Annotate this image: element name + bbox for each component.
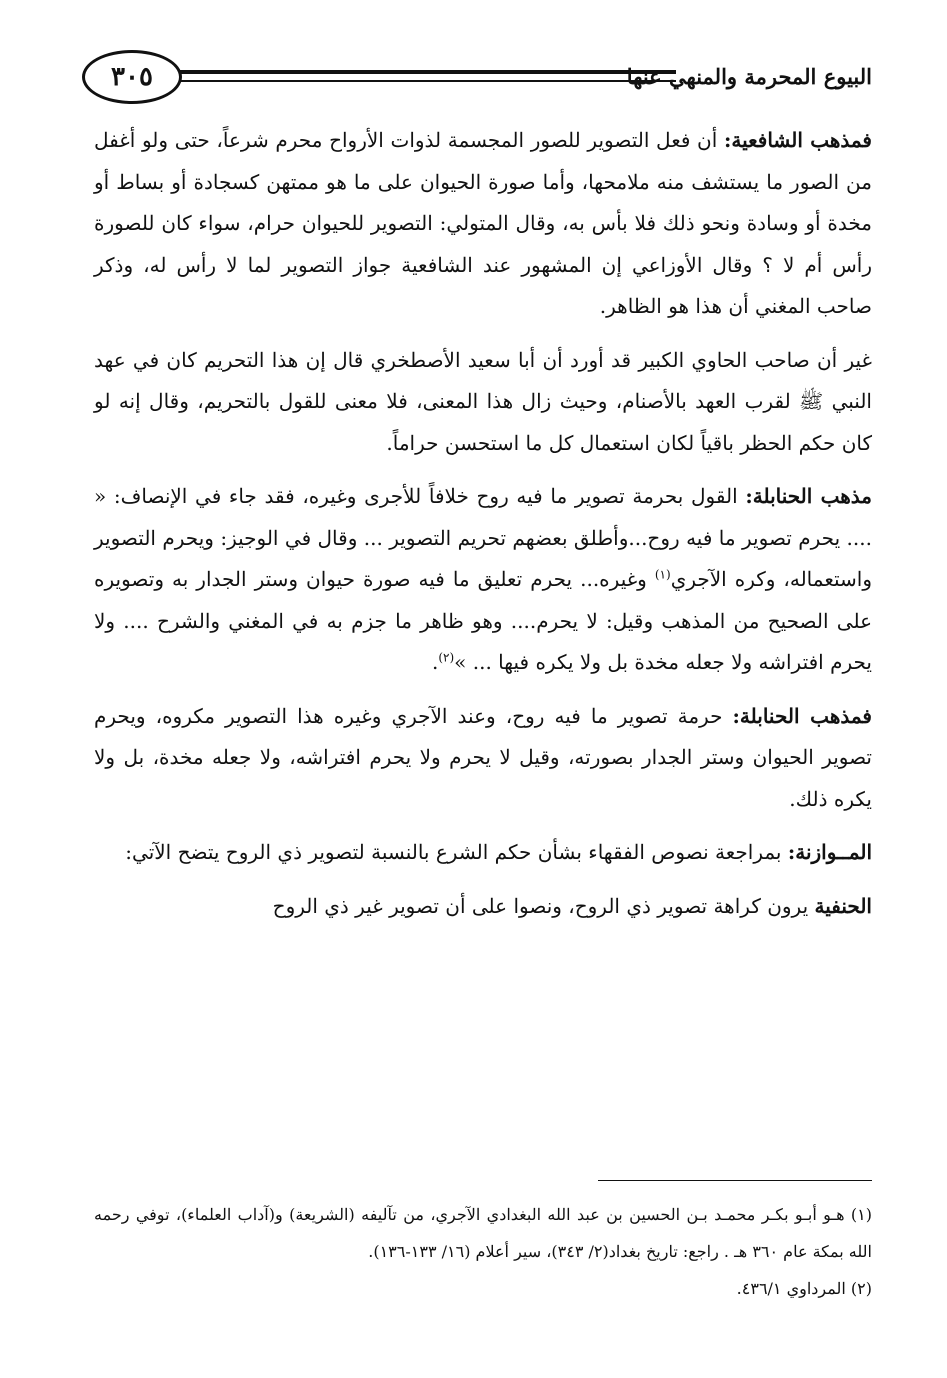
paragraph-text: أن فعل التصوير للصور المجسمة لذوات الأرواح محرم شرعاً، حتى ولو أغفل من الصور ما يستشف منه ملامحها، وأما صورة الحيوان على ما هو ممتهن كسجادة أو بساط أو مخدة أو وسادة ونحو ذلك فلا بأس به، وقال المتولي: التصوير للحيوان حرام، سواء كان للصورة رأس أم لا ؟ وقال الأوزاعي إن المشهور عند الشافعية جواز التصوير لما لا رأس له، وذكر صاحب المغني أن هذا هو الظاهر. [94, 128, 872, 318]
paragraph-comparison [94, 832, 872, 874]
footnote-2: (٢) المرداوي ٤٣٦/١. [736, 1279, 872, 1298]
paragraph-hanabila-summary [94, 696, 872, 821]
paragraph-lead: مذهب الحنابلة: [745, 484, 873, 508]
paragraph-shafii [94, 120, 872, 328]
paragraph-hanabila-insaf [94, 476, 872, 684]
paragraph-text: . [431, 650, 439, 674]
paragraph-text: غير أن صاحب الحاوي الكبير قد أورد أن أبا سعيد الأصطخري قال إن هذا التحريم كان في عهد النبي ﷺ لقرب العهد بالأصنام، وحيث زال هذا المعنى، فلا معنى للقول بالتحريم، وقال إنه لو كان حكم الحظر باقياً لكان استعمال كل ما استحسن حراماً. [94, 347, 872, 455]
footnote-ref-1[interactable]: (١) [654, 567, 671, 582]
paragraph-hanafiyya [94, 886, 872, 928]
paragraph-text: بمراجعة نصوص الفقهاء بشأن حكم الشرع بالنسبة لتصوير ذي الروح يتضح الآتي: [125, 840, 788, 864]
body-text [94, 120, 872, 939]
paragraph-text: يرون كراهة تصوير ذي الروح، ونصوا على أن تصوير غير ذي الروح [272, 893, 815, 918]
paragraph-text: القول بحرمة تصوير ما فيه روح خلافاً للأجرى وغيره، فقد جاء في الإنصاف: « .... يحرم تصوير ما فيه روح...وأطلق بعضهم تحريم التصوير ... وقال في الوجيز: ويحرم التصوير واستعماله، وكره الآجري [94, 484, 872, 591]
header-rule [180, 70, 676, 82]
page-header [82, 44, 872, 114]
paragraph-lead: الحنفية [814, 893, 872, 918]
footnote-separator [598, 1180, 872, 1181]
paragraph-lead: فمذهب الشافعية: [723, 128, 872, 152]
paragraph-lead: المــوازنة: [787, 840, 872, 864]
paragraph-lead: فمذهب الحنابلة: [732, 703, 872, 728]
page-number: ٣٠٥ [111, 62, 153, 92]
page-number-frame [82, 50, 182, 104]
running-title: البيوع المحرمة والمنهي عنها [626, 64, 872, 89]
footnote-ref-2[interactable]: (٢) [438, 650, 455, 665]
footnote-1: (١) هـو أبـو بكـر محمـد بـن الحسين بن عبد الله البغدادي الآجري، من تآليفه (الشريعة) و(آداب العلماء)، توفي رحمه الله بمكة عام ٣٦٠ هـ . راجع: تاريخ بغداد(٢/ ٣٤٣)، سير أعلام (١٦/ ١٣٣-١٣٦). [94, 1205, 872, 1261]
footnotes [94, 1196, 872, 1307]
paragraph-text: وغيره... يحرم تعليق ما فيه صورة حيوان وستر الجدار به وتصويره على الصحيح من المذهب وقيل: لا يحرم.... وهو ظاهر ما جزم به في المغني والشرح .... ولا يحرم افتراشه ولا جعله مخدة بل ولا يكره فيها ... » [94, 567, 872, 674]
paragraph-hawi [94, 340, 872, 465]
paragraph-text: حرمة تصوير ما فيه روح، وعند الآجري وغيره هذا التصوير مكروه، ويحرم تصوير الحيوان وستر الجدار بصورته، وقيل لا يحرم ولا يحرم افتراشه، ولا جعله مخدة، بل ولا يكره ذلك. [94, 703, 872, 811]
